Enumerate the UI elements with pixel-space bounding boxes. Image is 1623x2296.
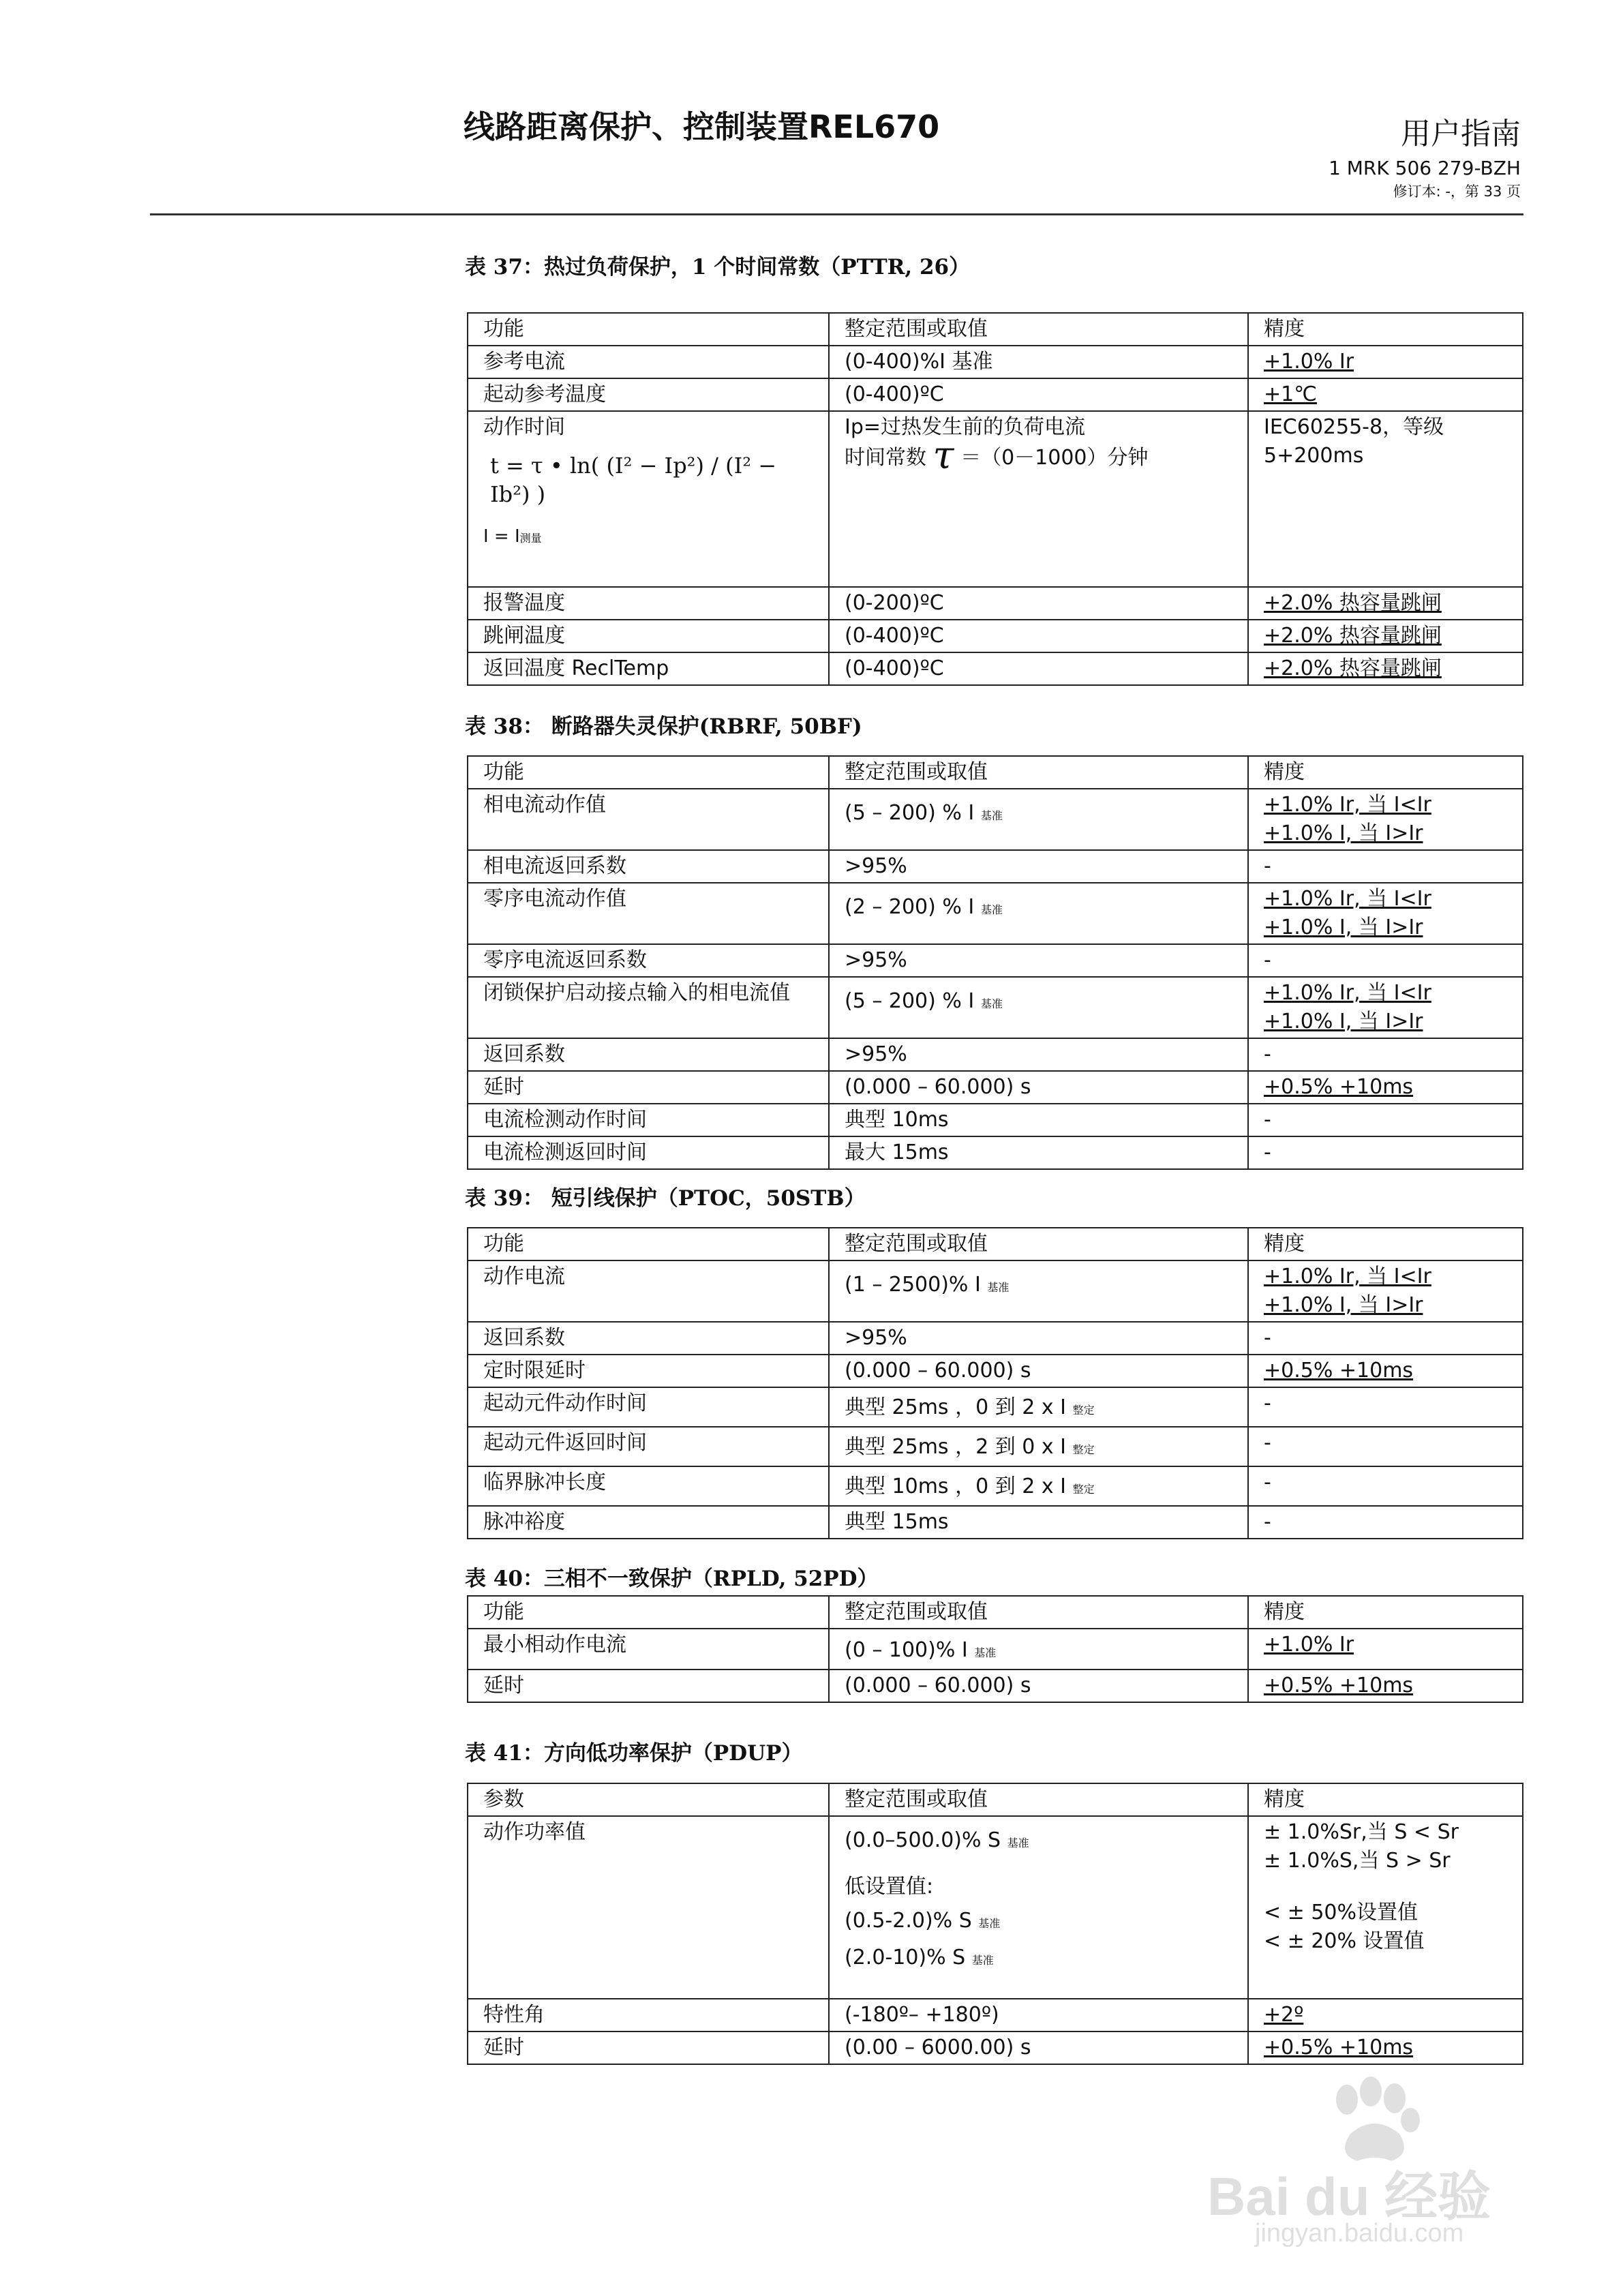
table-cell <box>1248 1071 1523 1104</box>
table-39 <box>467 1227 1523 1539</box>
table-cell <box>1248 977 1523 1038</box>
table-cell: (-180º– +180º) <box>829 1999 1248 2031</box>
table-cell: - <box>1248 850 1523 883</box>
table-row <box>468 944 1523 977</box>
operate-time-label: 动作时间 <box>483 415 565 439</box>
table-cell: 最小相动作电流 <box>468 1629 829 1670</box>
formula-note-text: I = I <box>483 526 520 547</box>
table-cell: 闭锁保护启动接点输入的相电流值 <box>468 977 829 1038</box>
table-cell: - <box>1248 1506 1523 1539</box>
table-cell: 特性角 <box>468 1999 829 2031</box>
header-cell: 功能 <box>468 1228 829 1260</box>
table-cell: 起动元件返回时间 <box>468 1427 829 1466</box>
range-sub: 基准 <box>980 903 1003 916</box>
table-cell: 延时 <box>468 1670 829 1702</box>
header-divider <box>150 213 1523 215</box>
header-cell: 整定范围或取值 <box>829 1228 1248 1260</box>
table-row <box>468 1355 1523 1387</box>
range-sub: 整定 <box>1072 1404 1095 1417</box>
table-cell: 最大 15ms <box>829 1136 1248 1169</box>
accuracy-line: +1.0% Ir, 当 I<Ir <box>1264 1265 1431 1288</box>
table-row <box>468 587 1523 620</box>
table-row <box>468 1136 1523 1169</box>
preload-current-text: Ip=过热发生前的负荷电流 <box>845 415 1086 439</box>
table-cell: - <box>1248 1104 1523 1136</box>
table-cell: - <box>1248 1466 1523 1506</box>
table-cell: >95% <box>829 1038 1248 1071</box>
watermark-url: jingyan.baidu.com <box>1255 2219 1464 2248</box>
range-sub: 基准 <box>974 1646 997 1659</box>
table-header-row <box>468 1596 1523 1629</box>
table-cell: (0-400)ºC <box>829 620 1248 652</box>
table-cell <box>829 883 1248 944</box>
accuracy-value: +0.5% +10ms <box>1264 1075 1414 1099</box>
table-cell: 返回系数 <box>468 1038 829 1071</box>
header-cell: 整定范围或取值 <box>829 1596 1248 1629</box>
range-value: (5 – 200) % I <box>845 989 975 1013</box>
tau-symbol: τ <box>932 434 954 478</box>
range-sub: 基准 <box>987 1281 1010 1294</box>
table-row <box>468 1104 1523 1136</box>
accuracy-line: +1.0% I, 当 I>Ir <box>1264 916 1423 939</box>
accuracy-value: +2.0% 热容量跳闸 <box>1264 624 1442 648</box>
time-constant-range: ＝（0－1000）分钟 <box>960 446 1149 470</box>
table-cell: 起动参考温度 <box>468 378 829 411</box>
table-row <box>468 789 1523 850</box>
header-cell: 精度 <box>1248 1228 1523 1260</box>
table-cell: 返回温度 ReclTemp <box>468 652 829 685</box>
table-cell <box>1248 620 1523 652</box>
header-cell: 精度 <box>1248 1783 1523 1816</box>
table-row <box>468 1427 1523 1466</box>
table-row <box>468 1260 1523 1322</box>
formula-note <box>483 522 813 553</box>
table-cell <box>1248 346 1523 378</box>
table-37-caption: 表 37：热过负荷保护，1 个时间常数（PTTR, 26） <box>465 255 971 280</box>
table-row <box>468 1387 1523 1427</box>
header-cell: 精度 <box>1248 756 1523 789</box>
table-cell: 延时 <box>468 2031 829 2064</box>
table-row <box>468 1999 1523 2031</box>
table-cell: 典型 15ms <box>829 1506 1248 1539</box>
range-value: 典型 10ms ，0 到 2 x I <box>845 1475 1067 1498</box>
table-cell: IEC60255-8，等级 5+200ms <box>1248 411 1523 587</box>
accuracy-line: +1.0% Ir, 当 I<Ir <box>1264 981 1431 1005</box>
time-constant-label: 时间常数 <box>845 446 926 470</box>
header-cell: 参数 <box>468 1783 829 1816</box>
range-value: (0 – 100)% I <box>845 1638 968 1662</box>
table-cell: - <box>1248 1427 1523 1466</box>
table-header-row <box>468 1228 1523 1260</box>
accuracy-value: +2.0% 热容量跳闸 <box>1264 591 1442 615</box>
header-cell: 整定范围或取值 <box>829 756 1248 789</box>
table-row <box>468 1670 1523 1702</box>
table-cell <box>1248 1355 1523 1387</box>
table-row <box>468 883 1523 944</box>
accuracy-value: +1.0% Ir <box>1264 1633 1354 1657</box>
table-cell <box>829 789 1248 850</box>
table-cell: 定时限延时 <box>468 1355 829 1387</box>
table-cell: 相电流动作值 <box>468 789 829 850</box>
table-cell: - <box>1248 1387 1523 1427</box>
table-cell <box>468 411 829 587</box>
table-cell <box>829 1387 1248 1427</box>
table-cell: 零序电流返回系数 <box>468 944 829 977</box>
range-sub: 基准 <box>978 1917 1001 1930</box>
accuracy-line: +1.0% I, 当 I>Ir <box>1264 821 1423 845</box>
table-cell: 脉冲裕度 <box>468 1506 829 1539</box>
range-sub: 基准 <box>971 1954 994 1967</box>
table-cell: 参考电流 <box>468 346 829 378</box>
table-row <box>468 2031 1523 2064</box>
table-cell: 延时 <box>468 1071 829 1104</box>
table-cell <box>829 1427 1248 1466</box>
table-cell: - <box>1248 1136 1523 1169</box>
table-41 <box>467 1783 1523 2065</box>
header-cell: 功能 <box>468 313 829 346</box>
range-sub: 整定 <box>1072 1483 1095 1496</box>
range-value: (2 – 200) % I <box>845 895 975 919</box>
accuracy-value: +0.5% +10ms <box>1264 2036 1414 2059</box>
table-cell: 相电流返回系数 <box>468 850 829 883</box>
table-row <box>468 1506 1523 1539</box>
accuracy-value: +1℃ <box>1264 382 1317 406</box>
table-cell: 临界脉冲长度 <box>468 1466 829 1506</box>
low-setting-label: 低设置值: <box>845 1875 934 1899</box>
accuracy-line: ± 1.0%Sr,当 S < Sr <box>1264 1820 1459 1844</box>
accuracy-line: +1.0% I, 当 I>Ir <box>1264 1293 1423 1317</box>
header-cell: 整定范围或取值 <box>829 1783 1248 1816</box>
range-value: (0.5-2.0)% S <box>845 1909 972 1933</box>
range-value: (1 – 2500)% I <box>845 1273 981 1297</box>
header-revision: 修订本: -，第 33 页 <box>1393 183 1521 200</box>
table-row <box>468 378 1523 411</box>
range-sub: 基准 <box>1007 1837 1029 1849</box>
table-row <box>468 1629 1523 1670</box>
accuracy-line: +1.0% I, 当 I>Ir <box>1264 1010 1423 1033</box>
header-doc-number: 1 MRK 506 279-BZH <box>1329 157 1521 179</box>
table-cell: - <box>1248 1322 1523 1355</box>
header-guide: 用户指南 <box>1401 117 1521 151</box>
table-row <box>468 346 1523 378</box>
low-range-1 <box>845 1904 1232 1941</box>
header-right <box>1329 109 1521 201</box>
accuracy-line: +1.0% Ir, 当 I<Ir <box>1264 793 1431 817</box>
table-cell: (0-400)ºC <box>829 378 1248 411</box>
table-cell <box>1248 652 1523 685</box>
table-cell: 报警温度 <box>468 587 829 620</box>
formula-note-sub: 测量 <box>519 532 542 545</box>
table-row <box>468 1466 1523 1506</box>
low-range-2 <box>845 1941 1232 1978</box>
table-cell: (0-400)%I 基准 <box>829 346 1248 378</box>
table-cell <box>1248 1629 1523 1670</box>
accuracy-value: +0.5% +10ms <box>1264 1674 1414 1697</box>
range-value: (2.0-10)% S <box>845 1946 966 1969</box>
table-cell <box>1248 378 1523 411</box>
table-cell <box>1248 1999 1523 2031</box>
table-cell <box>829 411 1248 587</box>
header-cell: 功能 <box>468 1596 829 1629</box>
table-row <box>468 411 1523 587</box>
accuracy-value: +2.0% 热容量跳闸 <box>1264 656 1442 680</box>
table-cell: 返回系数 <box>468 1322 829 1355</box>
thermal-formula: t = τ • ln( (I² − Ip²) / (I² − Ib²) ) <box>490 453 777 507</box>
table-cell: (0.000 – 60.000) s <box>829 1071 1248 1104</box>
header-cell: 整定范围或取值 <box>829 313 1248 346</box>
table-cell <box>1248 883 1523 944</box>
table-38 <box>467 755 1523 1170</box>
table-cell <box>829 977 1248 1038</box>
table-cell: (0.00 – 6000.00) s <box>829 2031 1248 2064</box>
table-row <box>468 977 1523 1038</box>
page-title: 线路距离保护、控制装置REL670 <box>464 108 940 145</box>
range-sub: 基准 <box>980 997 1003 1010</box>
table-cell <box>1248 587 1523 620</box>
table-cell: (0.000 – 60.000) s <box>829 1670 1248 1702</box>
watermark-brand: Bai du 经验 <box>1207 2166 1491 2226</box>
table-cell: 动作功率值 <box>468 1816 829 1999</box>
table-38-caption: 表 38： 断路器失灵保护(RBRF, 50BF) <box>465 714 862 739</box>
accuracy-line: +1.0% Ir, 当 I<Ir <box>1264 887 1431 911</box>
accuracy-value: +1.0% Ir <box>1264 350 1354 374</box>
table-header-row <box>468 1783 1523 1816</box>
table-row <box>468 850 1523 883</box>
table-cell: 动作电流 <box>468 1260 829 1322</box>
table-cell <box>829 1629 1248 1670</box>
table-cell: >95% <box>829 850 1248 883</box>
table-cell: - <box>1248 1038 1523 1071</box>
table-cell <box>1248 1260 1523 1322</box>
table-cell: (0-400)ºC <box>829 652 1248 685</box>
accuracy-value: +0.5% +10ms <box>1264 1359 1414 1383</box>
table-40-caption: 表 40：三相不一致保护（RPLD, 52PD） <box>465 1567 879 1591</box>
table-cell: (0-200)ºC <box>829 587 1248 620</box>
table-cell <box>829 1466 1248 1506</box>
accuracy-value: +2º <box>1264 2003 1304 2027</box>
range-sub: 整定 <box>1072 1443 1095 1456</box>
range-sub: 基准 <box>980 809 1003 822</box>
table-cell: >95% <box>829 944 1248 977</box>
baidu-watermark <box>1200 2072 1521 2256</box>
time-constant-text <box>845 434 1232 478</box>
range-value: (0.0–500.0)% S <box>845 1828 1001 1852</box>
table-cell: 跳闸温度 <box>468 620 829 652</box>
table-row <box>468 652 1523 685</box>
table-cell: 电流检测动作时间 <box>468 1104 829 1136</box>
header-cell: 功能 <box>468 756 829 789</box>
table-37 <box>467 312 1523 686</box>
table-row <box>468 1322 1523 1355</box>
header-cell: 精度 <box>1248 1596 1523 1629</box>
table-39-caption: 表 39： 短引线保护（PTOC，50STB） <box>465 1186 866 1211</box>
table-cell <box>829 1816 1248 1999</box>
table-cell <box>1248 2031 1523 2064</box>
table-cell: >95% <box>829 1322 1248 1355</box>
range-value: 典型 25ms ，0 到 2 x I <box>845 1395 1067 1419</box>
table-41-caption: 表 41：方向低功率保护（PDUP） <box>465 1741 803 1766</box>
table-cell <box>1248 1670 1523 1702</box>
table-cell: 起动元件动作时间 <box>468 1387 829 1427</box>
table-40 <box>467 1595 1523 1703</box>
table-cell <box>829 1260 1248 1322</box>
header-cell: 精度 <box>1248 313 1523 346</box>
table-row <box>468 1816 1523 1999</box>
table-cell <box>1248 789 1523 850</box>
table-cell: - <box>1248 944 1523 977</box>
range-value: (5 – 200) % I <box>845 801 975 825</box>
table-cell <box>1248 1816 1523 1999</box>
table-row <box>468 620 1523 652</box>
accuracy-line: < ± 50%设置值 <box>1264 1901 1419 1924</box>
table-header-row <box>468 756 1523 789</box>
range-value: 典型 25ms ，2 到 0 x I <box>845 1435 1067 1459</box>
table-cell: 电流检测返回时间 <box>468 1136 829 1169</box>
table-cell: 典型 10ms <box>829 1104 1248 1136</box>
table-header-row <box>468 313 1523 346</box>
table-row <box>468 1071 1523 1104</box>
accuracy-line: < ± 20% 设置值 <box>1264 1929 1425 1953</box>
table-cell: 零序电流动作值 <box>468 883 829 944</box>
accuracy-line: ± 1.0%S,当 S > Sr <box>1264 1849 1451 1873</box>
power-range <box>845 1824 1232 1860</box>
table-row <box>468 1038 1523 1071</box>
table-cell: (0.000 – 60.000) s <box>829 1355 1248 1387</box>
